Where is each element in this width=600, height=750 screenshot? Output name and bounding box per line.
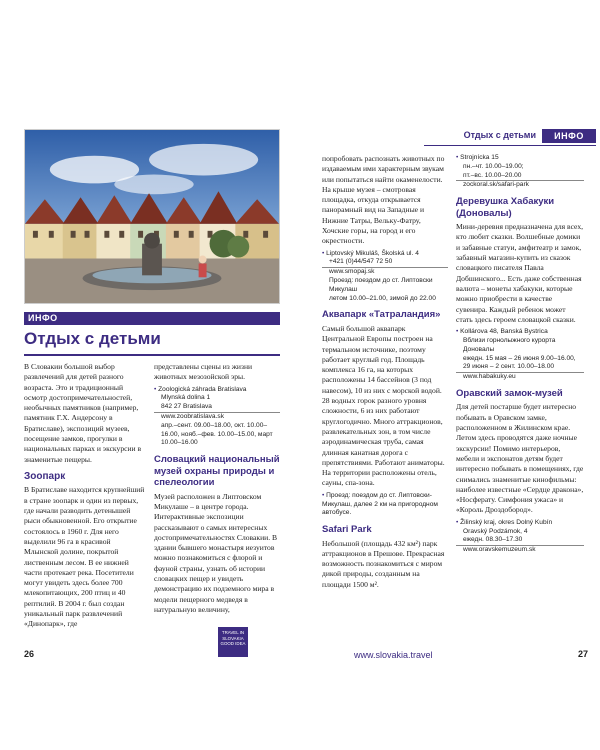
safari-heading: Safari Park: [322, 524, 372, 536]
aquapark-paragraph: Самый большой аквапарк Центральной Европы построен на термальном источнике, поэтому работает круглый год. Площадь комплекса 16 га, на которых расположены 14 бассейнов (3 под навесом), 10 из них с морской водой. 28 водных горок разного уровня сложности, 6 из них работают круглогодично. Много аттракционов, развлекательных зон, в том числе аэродинамическая труба, самая длинная канатная дорога с препятствиями. Работают аниматоры. На территории расположены отель, сауны, спа-зона.: [322, 323, 445, 488]
museum-address-block: [322, 250, 448, 304]
castle-hours: ежедн. 08.30–17.30: [463, 536, 523, 544]
museum-continued-paragraph: попробовать распознать животных по издаваемым ими характерным звукам или попытаться найти окаменелости. На крыше музея – смотровая площадка, откуда открывается панорамный вид на Западные и Нижние Татры, Вельку-Фатру, Хочские горы, на город и его окрестности.: [322, 154, 445, 246]
right-page: [302, 122, 596, 667]
aquapark-heading: Аквапарк «Татраландия»: [322, 309, 441, 321]
header-title: Отдых с детьми: [463, 130, 536, 140]
safari-address-block: [456, 154, 584, 190]
travel-slovakia-logo: TRAVEL IN SLOVAKIA GOOD IDEA: [218, 627, 248, 657]
village-hours: ежедн. 15 мая – 26 июня 9.00–16.00, 29 июня – 2 сент. 10.00–18.00: [463, 354, 576, 371]
zoo-paragraph: В Братиславе находится крупнейший в стране зоопарк и один из первых, где начали разводить детенышей рыси обыкновенной. Его открытие состоялось в 1960 г. Для него выделили 96 га в красивой Млынской долине, покрытой лиственным лесом. В ее нижней части протекает река. Посетители могут увидеть здесь более 700 млекопитающих, 200 птиц и 40 рептилий. В 2004 г. был создан уникальный парк развлечений «Динопарк», где: [24, 485, 145, 629]
museum-hours: летом 10.00–21.00, зимой до 22.00: [329, 294, 436, 302]
village-address-block: [456, 328, 584, 382]
town-square-photo: [24, 129, 280, 304]
museum-website-link[interactable]: www.smopaj.sk: [322, 267, 448, 277]
castle-address-block: [456, 519, 584, 555]
safari-address: • Strojnícka 15: [456, 154, 499, 161]
zoo-address-name: • Zoologická záhrada Bratislava: [154, 385, 247, 393]
info-bar: [24, 312, 280, 325]
museum-phone: +421 (0)44/547 72 50: [329, 258, 393, 266]
page-number-left: 26: [24, 649, 35, 659]
dino-paragraph: представлены сцены из жизни животных мезозойской эры.: [154, 362, 253, 382]
museum-paragraph: Музей расположен в Липтовском Микулаше – в центре города. Интерактивные экспозиции рассказывают о самых интересных достопримечательностях Словакии. В здании бывшего монастыря иезуитов можно познакомиться с флорой и фауной страны, узнать об истории словацких пещер и увидеть демонстрацию их подземного мира в модели пещерного медведя в натуральную величину,: [154, 491, 278, 614]
castle-paragraph: Для детей постарше будет интересно побывать в Оравском замке, расположенном в Жилинском крае. Летом здесь проводятся даже ночные экскурсии! Помимо интерьеров, мебели и экспонатов детям будет интересно побывать в помещениях, где снимались знаменитые кинофильмы: наиболее известные «Сердце дракона», «Носферату. Симфония ужаса» и «Король Дроздобород».: [456, 402, 584, 515]
info-tag: ИНФО: [28, 313, 58, 323]
castle-website-link[interactable]: www.oravskemuzeum.sk: [456, 545, 584, 555]
village-location-note: Вблизи горнолыжного курорта Доновалы: [463, 336, 556, 353]
castle-heading: Оравский замок-музей: [456, 387, 563, 399]
zoo-address-block: [154, 386, 280, 449]
castle-address: Oravský Podzámok, 4: [463, 527, 528, 535]
aquapark-directions: • Проезд: поездом до ст. Липтовски-Микулаш, далее 2 км на пригородном автобусе.: [322, 491, 438, 517]
safari-hours-weekend: пт.–вс. 10.00–20.00: [463, 171, 522, 179]
village-address: • Kollárova 48, Banská Bystrica: [456, 328, 548, 336]
safari-website-link[interactable]: zockoral.sk/safari-park: [456, 180, 584, 190]
museum-address: • Liptovský Mikuláš, Školská ul. 4: [322, 249, 419, 257]
aquapark-address-block: [322, 492, 448, 518]
castle-region: • Žilinský kraj, okres Dolný Kubín: [456, 518, 553, 526]
museum-directions: Проезд: поездом до ст. Липтовски Микулаш: [329, 277, 433, 293]
zoo-website-link[interactable]: www.zoobratislava.sk: [154, 412, 280, 422]
zoo-address-city: 842 27 Bratislava: [161, 403, 212, 411]
museum-heading: Словацкий национальный музей охраны природы и спелеологии: [154, 454, 280, 489]
website-footer-link[interactable]: www.slovakia.travel: [354, 650, 433, 660]
brochure-spread: [4, 122, 596, 667]
safari-hours-weekday: пн.–чт. 10.00–19.00;: [463, 162, 524, 170]
village-heading: Деревушка Хабакуки (Доновалы): [456, 196, 555, 219]
zoo-address-street: Mlynská dolina 1: [161, 394, 211, 402]
left-column-2: [154, 362, 280, 615]
zoo-heading: Зоопарк: [24, 470, 66, 482]
running-header: [424, 129, 596, 143]
left-page: [4, 122, 292, 667]
left-column-1: [24, 362, 146, 630]
right-column-2: [456, 154, 584, 555]
right-column-1: [322, 154, 448, 590]
zoo-hours: апр.–сент. 09.00–18.00, окт. 10.00–16.00, нояб.–фев. 10.00–15.00, март 10.00–16.00: [161, 421, 273, 447]
intro-paragraph: В Словакии большой выбор развлечений для детей разного возраста. Это и традиционный осмотр достопримечательностей, необычных памятников (например, памятник Г.Х. Андерсону в Братиславе), экспозиций музеев, посещение замков, прогулки в национальных парках и экскурсии в знаменитые пещеры.: [24, 362, 142, 464]
safari-paragraph: Небольшой (площадь 432 км²) парк аттракционов в Прешове. Прекрасная возможность познакомиться с миром дикой природы, созданным на площади 1500 м².: [322, 538, 445, 589]
town-square-illustration: [25, 130, 279, 303]
header-divider: [424, 145, 596, 146]
village-website-link[interactable]: www.habakuky.eu: [456, 372, 584, 382]
header-info-tag: ИНФО: [542, 129, 596, 143]
village-paragraph: Мини-деревня предназначена для всех, кто любит сказки. Волшебные домики и забавные статуи, амфитеатр и замок, забавный магазин-купить из сказок словацкого писателя Павла Добшинского... Есть даже собственная валюта – монеты хабакуки, которые можно приобрести в качестве сувенира. Каждый ребенок может стать здесь героем словацкой сказки.: [456, 222, 584, 324]
title-divider: [24, 354, 280, 356]
page-number-right: 27: [578, 649, 589, 659]
page-title: Отдых с детьми: [24, 329, 161, 348]
